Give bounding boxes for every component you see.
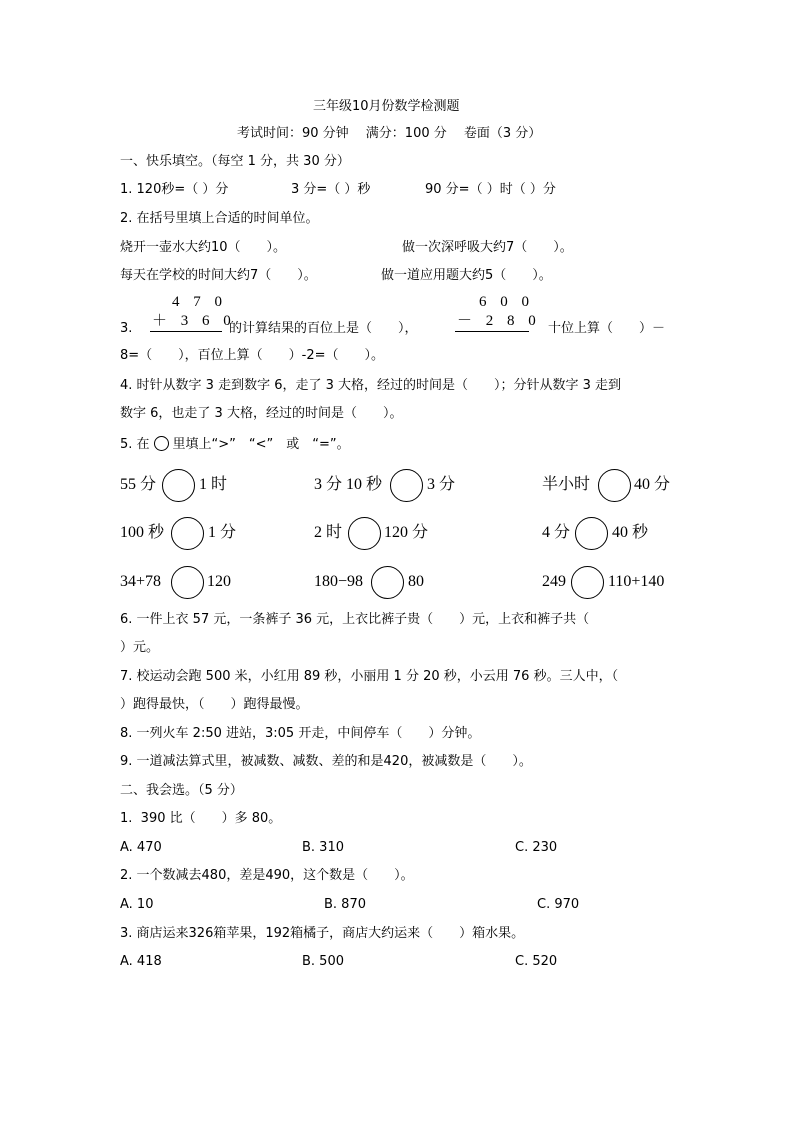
compare-left: 2 时 bbox=[314, 524, 343, 541]
compare-right: 1 时 bbox=[199, 476, 228, 493]
compare-right: 80 bbox=[408, 573, 424, 590]
q1-part-a: 1. 120秒=（ ）分 bbox=[120, 182, 229, 197]
q2-item-3: 每天在学校的时间大约7（ ）。 bbox=[120, 268, 317, 283]
q3-number: 3. bbox=[120, 321, 133, 336]
compare-right: 120 分 bbox=[384, 524, 429, 541]
compare-left: 半小时 bbox=[542, 476, 591, 493]
mc-q1-option-b[interactable]: B. 310 bbox=[302, 840, 344, 855]
q2-item-4: 做一道应用题大约5（ ）。 bbox=[381, 268, 552, 283]
circle-icon bbox=[154, 436, 169, 451]
q9: 9. 一道减法算式里，被减数、减数、差的和是420，被减数是（ ）。 bbox=[120, 754, 532, 769]
q5-prefix: 5. 在 bbox=[120, 437, 150, 452]
compare-right: 1 分 bbox=[208, 524, 237, 541]
subtraction-line bbox=[455, 331, 529, 332]
mc-q2-option-a[interactable]: A. 10 bbox=[120, 897, 154, 912]
mc-q2: 2. 一个数减去480，差是490，这个数是（ ）。 bbox=[120, 868, 414, 883]
q2-title: 2. 在括号里填上合适的时间单位。 bbox=[120, 211, 319, 226]
q2-item-2: 做一次深呼吸大约7（ ）。 bbox=[402, 240, 573, 255]
compare-circle[interactable] bbox=[598, 469, 631, 502]
q3-text-2: 十位上算（ ）－ bbox=[548, 321, 666, 336]
subtraction-top-row: 6 0 0 bbox=[479, 294, 534, 310]
q3-line-2: 8=（ ），百位上算（ ）-2=（ ）。 bbox=[120, 348, 385, 363]
compare-right: 120 bbox=[207, 573, 231, 590]
mc-q3-option-c[interactable]: C. 520 bbox=[515, 954, 558, 969]
section1-header: 一、快乐填空。（每空 1 分，共 30 分） bbox=[120, 154, 350, 169]
mc-q1: 1. 390 比（ ）多 80。 bbox=[120, 811, 282, 826]
q1-part-b: 3 分=（ ）秒 bbox=[291, 182, 371, 197]
compare-right: 110+140 bbox=[608, 573, 665, 590]
mc-q1-option-a[interactable]: A. 470 bbox=[120, 840, 162, 855]
compare-left: 34+78 bbox=[120, 573, 162, 590]
mc-q2-option-c[interactable]: C. 970 bbox=[537, 897, 580, 912]
addition-top-row: 4 7 0 bbox=[172, 294, 227, 310]
compare-circle[interactable] bbox=[171, 517, 204, 550]
q3-text-1: 的计算结果的百位上是（ ）， bbox=[229, 321, 418, 336]
addition-bottom-row: ＋ 3 6 0 bbox=[152, 313, 236, 329]
compare-left: 249 bbox=[542, 573, 566, 590]
compare-left: 3 分 10 秒 bbox=[314, 476, 383, 493]
addition-line bbox=[150, 331, 222, 332]
compare-left: 55 分 bbox=[120, 476, 157, 493]
q4-line-1: 4. 时针从数字 3 走到数字 6，走了 3 大格，经过的时间是（ ）；分针从数字 3 走到 bbox=[120, 378, 622, 393]
compare-circle[interactable] bbox=[171, 566, 204, 599]
compare-left: 4 分 bbox=[542, 524, 571, 541]
compare-circle[interactable] bbox=[348, 517, 381, 550]
q8: 8. 一列火车 2:50 进站，3:05 开走，中间停车（ ）分钟。 bbox=[120, 726, 481, 741]
mc-q2-option-b[interactable]: B. 870 bbox=[324, 897, 366, 912]
q4-line-2: 数字 6，也走了 3 大格，经过的时间是（ ）。 bbox=[120, 406, 403, 421]
mc-q3-option-a[interactable]: A. 418 bbox=[120, 954, 162, 969]
mc-q3-option-b[interactable]: B. 500 bbox=[302, 954, 344, 969]
q7-line-1: 7. 校运动会跑 500 米，小红用 89 秒，小丽用 1 分 20 秒，小云用 76 秒。三人中，（ bbox=[120, 669, 619, 684]
q2-item-1: 烧开一壶水大约10（ ）。 bbox=[120, 240, 287, 255]
compare-left: 180−98 bbox=[314, 573, 364, 590]
compare-right: 40 秒 bbox=[612, 524, 649, 541]
compare-circle[interactable] bbox=[571, 566, 604, 599]
q6-line-1: 6. 一件上衣 57 元，一条裤子 36 元，上衣比裤子贵（ ）元，上衣和裤子共（ bbox=[120, 612, 590, 627]
page-title: 三年级10月份数学检测题 bbox=[313, 99, 460, 114]
subtraction-bottom-row: － 2 8 0 bbox=[457, 313, 541, 329]
section2-header: 二、我会选。（5 分） bbox=[120, 783, 243, 798]
compare-right: 3 分 bbox=[427, 476, 456, 493]
exam-info: 考试时间：90 分钟 满分：100 分 卷面（3 分） bbox=[237, 126, 542, 141]
compare-circle[interactable] bbox=[162, 469, 195, 502]
compare-circle[interactable] bbox=[371, 566, 404, 599]
mc-q3: 3. 商店运来326箱苹果，192箱橘子，商店大约运来（ ）箱水果。 bbox=[120, 926, 525, 941]
compare-circle[interactable] bbox=[390, 469, 423, 502]
compare-left: 100 秒 bbox=[120, 524, 165, 541]
q5-instruction bbox=[120, 436, 350, 454]
q1-part-c: 90 分=（ ）时（ ）分 bbox=[425, 182, 556, 197]
mc-q1-option-c[interactable]: C. 230 bbox=[515, 840, 558, 855]
q7-line-2: ）跑得最快，（ ）跑得最慢。 bbox=[120, 697, 309, 712]
q5-suffix: 里填上“>” “<” 或 “=”。 bbox=[172, 437, 350, 452]
compare-right: 40 分 bbox=[634, 476, 671, 493]
q6-line-2: ）元。 bbox=[120, 640, 160, 655]
compare-circle[interactable] bbox=[575, 517, 608, 550]
